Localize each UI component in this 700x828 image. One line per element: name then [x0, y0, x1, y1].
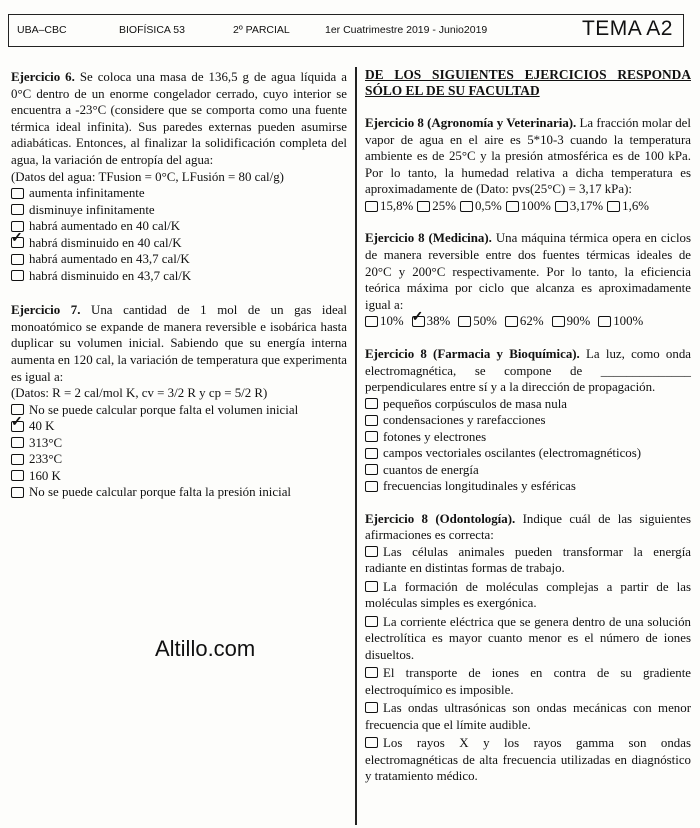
exercise-8-medicina-statement [365, 230, 691, 313]
option-item[interactable] [417, 198, 456, 215]
option-label: habrá aumentado en 40 cal/K [29, 219, 181, 234]
left-column [11, 69, 347, 515]
tema-label: TEMA A2 [581, 17, 673, 40]
exercise-6-options [11, 185, 347, 284]
checkbox[interactable] [365, 581, 378, 592]
checkbox[interactable] [365, 448, 378, 459]
checkbox[interactable] [365, 737, 378, 748]
checkbox[interactable] [11, 221, 24, 232]
checkbox[interactable] [365, 201, 378, 212]
option-label: condensaciones y rarefacciones [383, 413, 546, 428]
checkbox[interactable] [365, 702, 378, 713]
option-item[interactable] [365, 445, 691, 462]
checkbox[interactable] [505, 316, 518, 327]
checkbox[interactable] [11, 204, 24, 215]
checkbox[interactable] [11, 254, 24, 265]
checkbox[interactable] [365, 667, 378, 678]
option-item[interactable] [11, 218, 347, 235]
subject: BIOFÍSICA 53 [119, 24, 185, 36]
exercise-6-statement [11, 69, 347, 169]
exercise-6-text: Se coloca una masa de 136,5 g de agua líquida a 0°C dentro de un enorme congelador cerrado, cuyo interior se encuentra a -23°C (considere que se comporta como una fuente térmica ideal infinita). Sus paredes externas pueden asumirse adiabáticas. Entonces, al finalizar la solidificación completa del agua, la variación de entropía del agua: [11, 70, 347, 167]
checkbox[interactable] [11, 270, 24, 281]
exam-name: 2º PARCIAL [233, 24, 290, 36]
option-label: pequeños corpúsculos de masa nula [383, 396, 567, 411]
option-item[interactable] [365, 614, 691, 664]
exercise-6-data: (Datos del agua: TFusion = 0°C, LFusión = 80 cal/g) [11, 169, 284, 184]
exercise-8-agronomia-text: La fracción molar del vapor de agua en el aire es 5*10-3 cuando la temperatura ambiente es de 25°C y la presión atmosférica es de 100 kPa. Por lo tanto, la humedad relativa a dicha temperatura es aproximadamente de (Dato: pvs(25°C) = 3,17 kPa): [365, 116, 691, 197]
exercise-8-odontologia-statement [365, 511, 691, 544]
option-item[interactable] [365, 579, 691, 612]
exercise-7-title: Ejercicio 7. [11, 303, 81, 318]
exercise-8-agronomia-title: Ejercicio 8 (Agronomía y Veterinaria). [365, 116, 577, 130]
exercise-8-odontologia [365, 511, 691, 785]
exercise-8-odontologia-title: Ejercicio 8 (Odontología). [365, 511, 516, 526]
option-item[interactable] [11, 185, 347, 202]
option-item[interactable] [365, 700, 691, 733]
option-label: La corriente eléctrica que se genera dentro de una solución electrolítica es mayor cuanto menor es el número de iones disueltos. [365, 614, 691, 662]
checkbox[interactable] [365, 415, 378, 426]
option-label: 100% [613, 314, 644, 329]
exercise-8-odontologia-text: Indique cuál de las siguientes afirmaciones es correcta: [365, 511, 692, 543]
option-label: 3,17% [569, 198, 604, 213]
option-label: No se puede calcular porque falta la presión inicial [29, 485, 291, 500]
option-item[interactable] [365, 313, 404, 330]
option-item[interactable] [11, 418, 347, 435]
checkbox[interactable] [365, 546, 378, 557]
option-item[interactable] [365, 735, 691, 785]
checkbox[interactable] [365, 616, 378, 627]
option-item[interactable] [11, 251, 347, 268]
checkbox[interactable] [365, 398, 378, 409]
exam-period: 1er Cuatrimestre 2019 - Junio2019 [325, 24, 488, 36]
option-label: 160 K [29, 468, 61, 483]
option-label: 100% [520, 198, 551, 213]
option-label: Las ondas ultrasónicas son ondas mecánicas con menor frecuencia que el límite audible. [365, 701, 691, 732]
exercise-8-agronomia-statement [365, 115, 691, 198]
option-item[interactable] [11, 468, 347, 485]
option-label: aumenta infinitamente [29, 186, 145, 201]
option-item[interactable] [598, 313, 643, 330]
option-label: La formación de moléculas complejas a partir de las moléculas simples es exergónica. [365, 579, 691, 611]
exercise-8-agronomia [365, 115, 691, 214]
option-label: habrá disminuido en 43,7 cal/K [29, 268, 192, 283]
exercise-7-statement [11, 302, 347, 385]
option-label: habrá disminuido en 40 cal/K [29, 235, 182, 250]
option-item[interactable] [11, 484, 347, 501]
exam-header [8, 14, 684, 47]
option-label: 25% [432, 198, 456, 213]
checked-checkbox[interactable] [11, 237, 24, 248]
option-label: 62% [519, 314, 544, 329]
option-label: El transporte de iones en contra de su gradiente electroquímico es imposible. [365, 666, 691, 697]
option-item[interactable] [458, 313, 497, 330]
option-label: 0,5% [474, 198, 502, 213]
option-label: disminuye infinitamente [29, 202, 155, 217]
option-item[interactable] [412, 313, 451, 330]
option-item[interactable] [506, 198, 551, 215]
option-label: 1,6% [622, 198, 650, 213]
option-item[interactable] [11, 402, 347, 419]
exercise-7-text: Una cantidad de 1 mol de un gas ideal monoatómico se expande de manera reversible e isobárica hasta duplicar su volumen inicial. Sabiendo que su energía interna aumenta en 120 cal, la variación de temperatura que experimenta es igual a: [11, 303, 347, 384]
checkbox[interactable] [11, 188, 24, 199]
exercise-8-agronomia-options [365, 198, 691, 215]
exercise-8-medicina-text: Una máquina térmica opera en ciclos de manera reversible entre dos fuentes térmicas ideales de 20°C y 200°C respectivamente. Por lo tanto, la eficiencia teórica máxima por ciclo que alcanza es aproximadamente igual a: [365, 231, 691, 312]
option-item[interactable] [365, 544, 691, 577]
option-item[interactable] [365, 429, 691, 446]
checkbox[interactable] [460, 201, 473, 212]
option-label: 50% [473, 314, 497, 329]
exercise-8-farmacia-options [365, 396, 691, 495]
option-label: cuantos de energía [383, 462, 479, 477]
checkbox[interactable] [458, 316, 471, 327]
option-label: 313°C [29, 435, 63, 450]
option-label: habrá aumentado en 43,7 cal/K [29, 252, 190, 267]
exercise-6-title: Ejercicio 6. [11, 70, 75, 84]
option-item[interactable] [365, 462, 691, 479]
exercise-8-farmacia-statement [365, 346, 691, 396]
checkbox[interactable] [11, 454, 24, 465]
option-label: campos vectoriales oscilantes (electromagnéticos) [383, 446, 642, 461]
option-item[interactable] [11, 268, 347, 285]
option-item[interactable] [552, 313, 591, 330]
watermark-logo: Altillo.com [155, 636, 256, 661]
exercise-8-farmacia [365, 346, 691, 495]
right-column [365, 67, 691, 799]
option-label: 40 K [29, 419, 55, 434]
option-label: Las células animales pueden transformar la energía radiante en distintas formas de trabajo. [365, 544, 691, 576]
option-item[interactable] [11, 435, 347, 452]
option-item[interactable] [11, 202, 347, 219]
exercise-7-options [11, 402, 347, 501]
checked-checkbox[interactable] [412, 316, 425, 327]
option-label: 38% [426, 314, 451, 329]
option-item[interactable] [11, 235, 347, 252]
checkbox[interactable] [365, 316, 378, 327]
checkbox[interactable] [365, 431, 378, 442]
checkbox[interactable] [607, 201, 620, 212]
checkbox[interactable] [11, 487, 24, 498]
checkbox[interactable] [598, 316, 611, 327]
faculty-instructions: DE LOS SIGUIENTES EJERCICIOS RESPONDA SÓLO EL DE SU FACULTAD [365, 67, 691, 98]
option-item[interactable] [460, 198, 502, 215]
option-label: 233°C [29, 452, 63, 467]
option-label: frecuencias longitudinales y esféricas [383, 479, 576, 494]
option-label: 15,8% [380, 198, 414, 213]
exercise-7-data: (Datos: R = 2 cal/mol K, cv = 3/2 R y cp = 5/2 R) [11, 386, 268, 401]
checkbox[interactable] [11, 470, 24, 481]
option-item[interactable] [365, 665, 691, 698]
option-item[interactable] [365, 396, 691, 413]
checkbox[interactable] [417, 201, 430, 212]
option-item[interactable] [365, 478, 691, 495]
exercise-8-farmacia-title: Ejercicio 8 (Farmacia y Bioquímica). [365, 346, 580, 361]
checkbox[interactable] [506, 201, 519, 212]
option-label: No se puede calcular porque falta el volumen inicial [29, 402, 299, 417]
option-item[interactable] [555, 198, 603, 215]
option-item[interactable] [11, 451, 347, 468]
exercise-8-medicina [365, 230, 691, 329]
checkbox[interactable] [552, 316, 565, 327]
option-label: fotones y electrones [383, 429, 487, 444]
checkbox[interactable] [11, 404, 24, 415]
checked-checkbox[interactable] [11, 421, 24, 432]
institution: UBA–CBC [17, 24, 67, 36]
option-label: 10% [380, 314, 404, 329]
option-item[interactable] [365, 412, 691, 429]
option-label: 90% [566, 314, 591, 329]
option-item[interactable] [607, 198, 649, 215]
checkbox[interactable] [365, 464, 378, 475]
exercise-8-medicina-options [365, 313, 691, 330]
exercise-8-medicina-title: Ejercicio 8 (Medicina). [365, 231, 492, 246]
checkbox[interactable] [555, 201, 568, 212]
option-item[interactable] [365, 198, 413, 215]
exercise-8-farmacia-text: La luz, como onda electromagnética, se compone de ______________ perpendiculares entre sí y a la dirección de propagación. [365, 346, 691, 395]
exercise-7 [11, 302, 347, 501]
checkbox[interactable] [365, 481, 378, 492]
exercise-6 [11, 69, 347, 284]
option-label: Los rayos X y los rayos gamma son ondas electromagnéticas de alta frecuencia utilizadas en diagnóstico y tratamiento médico. [365, 736, 691, 784]
option-item[interactable] [505, 313, 544, 330]
exercise-8-odontologia-options [365, 544, 691, 785]
column-divider [355, 67, 357, 825]
checkbox[interactable] [11, 437, 24, 448]
